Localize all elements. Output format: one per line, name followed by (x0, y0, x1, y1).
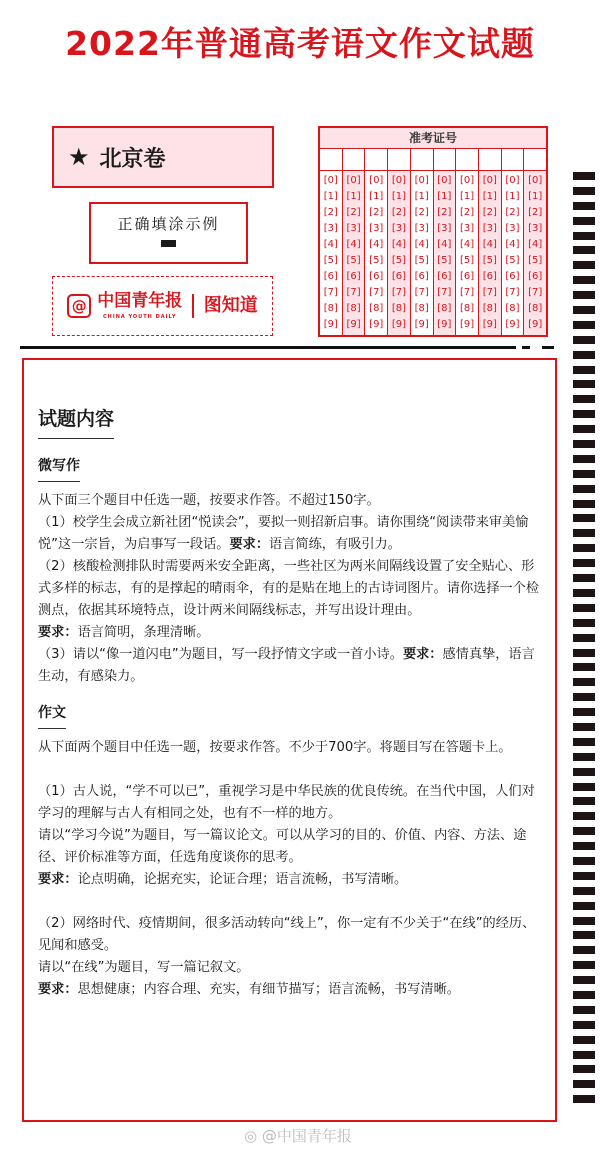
digit-bubble[interactable]: [5] (482, 255, 497, 266)
exam-id-digit-input[interactable] (320, 149, 342, 171)
timing-mark (573, 395, 595, 403)
timing-mark (573, 619, 595, 627)
digit-bubble[interactable]: [9] (369, 319, 384, 330)
timing-mark (573, 440, 595, 448)
weibo-icon: ◎ (244, 1127, 258, 1145)
timing-mark (573, 857, 595, 865)
timing-mark (573, 783, 595, 791)
digit-bubble[interactable]: [2] (459, 207, 475, 218)
timing-mark (573, 902, 595, 910)
digit-bubble[interactable]: [0] (528, 175, 543, 186)
timing-mark (573, 768, 595, 776)
essay-intro: 从下面两个题目中任选一题，按要求作答。不少于700字。将题目写在答题卡上。 (38, 740, 512, 755)
timing-mark (573, 366, 595, 374)
timing-mark (573, 425, 595, 433)
digit-bubble[interactable]: [7] (346, 287, 361, 298)
page-title: 2022年普通高考语文作文试题 (65, 24, 535, 63)
digit-bubble[interactable]: [1] (369, 191, 384, 202)
digit-bubble[interactable]: [5] (437, 255, 452, 266)
digit-bubble[interactable]: [4] (346, 239, 361, 250)
digit-bubble[interactable]: [3] (459, 223, 475, 234)
digit-bubble[interactable]: [5] (505, 255, 520, 266)
digit-bubbles (502, 171, 524, 335)
exam-id-column (434, 149, 457, 335)
digit-bubble[interactable]: [2] (414, 207, 429, 218)
timing-mark (573, 812, 595, 820)
digit-bubble[interactable]: [7] (391, 287, 407, 298)
digit-bubble[interactable]: [8] (505, 303, 520, 314)
digit-bubble[interactable]: [6] (528, 271, 543, 282)
digit-bubble[interactable]: [0] (437, 175, 452, 186)
timing-mark (573, 455, 595, 463)
timing-mark (573, 470, 595, 478)
exam-id-digit-input[interactable] (479, 149, 501, 171)
digit-bubbles (388, 171, 410, 335)
timing-mark (573, 708, 595, 716)
question-content-box (22, 358, 557, 1122)
digit-bubble[interactable]: [0] (369, 175, 384, 186)
digit-bubble[interactable]: [5] (391, 255, 407, 266)
timing-mark (573, 276, 595, 284)
timing-mark (573, 559, 595, 567)
digit-bubble[interactable]: [2] (482, 207, 497, 218)
section-heading: 试题内容 (38, 406, 114, 439)
logo-english: CHINA YOUTH DAILY (102, 314, 177, 320)
digit-bubble[interactable]: [7] (528, 287, 543, 298)
digit-bubble[interactable]: [7] (459, 287, 475, 298)
star-icon: ★ (68, 143, 90, 171)
digit-bubble[interactable]: [8] (414, 303, 429, 314)
digit-bubble[interactable]: [1] (346, 191, 361, 202)
timing-mark (573, 738, 595, 746)
timing-mark (573, 663, 595, 671)
timing-mark (573, 485, 595, 493)
fill-mark-icon (161, 240, 176, 247)
digit-bubble[interactable]: [0] (391, 175, 407, 186)
digit-bubble[interactable]: [8] (459, 303, 475, 314)
exam-id-column (343, 149, 366, 335)
digit-bubble[interactable]: [8] (391, 303, 407, 314)
exam-id-digit-input[interactable] (411, 149, 433, 171)
essay-heading: 作文 (38, 702, 66, 729)
fill-example-box (89, 202, 248, 264)
weibo-watermark: ◎ @中国青年报 (244, 1127, 352, 1145)
digit-bubble[interactable]: [9] (437, 319, 452, 330)
timing-mark (573, 1036, 595, 1044)
timing-mark (573, 187, 595, 195)
micro-intro: 从下面三个题目中任选一题，按要求作答。不超过150字。 (38, 493, 380, 508)
digit-bubble[interactable]: [9] (414, 319, 429, 330)
timing-mark (573, 753, 595, 761)
digit-bubbles (524, 171, 546, 335)
divider-line (20, 346, 516, 349)
logo-brand: 图知道 (203, 295, 258, 316)
timing-mark (573, 589, 595, 597)
digit-bubble[interactable]: [4] (528, 239, 543, 250)
exam-id-column (320, 149, 343, 335)
timing-mark (573, 306, 595, 314)
timing-mark (573, 172, 595, 180)
timing-mark (573, 961, 595, 969)
digit-bubble[interactable]: [9] (505, 319, 520, 330)
digit-bubble[interactable]: [9] (482, 319, 497, 330)
digit-bubble[interactable]: [4] (369, 239, 384, 250)
timing-mark (573, 544, 595, 552)
micro-writing-heading: 微写作 (38, 455, 80, 482)
digit-bubble[interactable]: [7] (369, 287, 384, 298)
timing-mark (573, 976, 595, 984)
digit-bubble[interactable]: [5] (528, 255, 543, 266)
timing-mark (573, 797, 595, 805)
timing-mark (573, 1095, 595, 1103)
digit-bubble[interactable]: [9] (528, 319, 543, 330)
essay-question-1: （1）古人说，“学不可以已”，重视学习是中华民族的优良传统。在当代中国，人们对学习的理解与古人有相同之处，也有不一样的地方。 请以“学习今说”为题目，写一篇议论文。可以从学习的目的、价值、内容、方法、途径、评价标准等方面，任选角度谈你的思考。 要求：论点明确，论据充实，论证合理；语言流畅，书写清晰。 (38, 784, 535, 887)
at-logo-icon: @ (67, 294, 91, 318)
timing-mark (573, 991, 595, 999)
digit-bubble[interactable]: [1] (528, 191, 543, 202)
digit-bubble[interactable]: [5] (323, 255, 338, 266)
digit-bubble[interactable]: [7] (323, 287, 338, 298)
paper-label-box (52, 126, 274, 188)
digit-bubble[interactable]: [6] (414, 271, 429, 282)
exam-id-column (456, 149, 479, 335)
timing-mark (573, 291, 595, 299)
digit-bubble[interactable]: [1] (459, 191, 475, 202)
digit-bubble[interactable]: [4] (505, 239, 520, 250)
digit-bubble[interactable]: [6] (505, 271, 520, 282)
digit-bubble[interactable]: [2] (369, 207, 384, 218)
timing-mark (573, 336, 595, 344)
timing-mark (573, 842, 595, 850)
divider-dash (542, 346, 554, 349)
exam-id-digit-input[interactable] (343, 149, 365, 171)
digit-bubble[interactable]: [8] (482, 303, 497, 314)
fill-example-label: 正确填涂示例 (117, 215, 220, 233)
digit-bubble[interactable]: [3] (482, 223, 497, 234)
digit-bubble[interactable]: [6] (323, 271, 338, 282)
digit-bubble[interactable]: [6] (369, 271, 384, 282)
timing-mark (573, 500, 595, 508)
exam-id-column (479, 149, 502, 335)
exam-id-digit-input[interactable] (434, 149, 456, 171)
digit-bubble[interactable]: [4] (323, 239, 338, 250)
exam-id-column (524, 149, 546, 335)
timing-mark (573, 232, 595, 240)
timing-mark (573, 678, 595, 686)
digit-bubble[interactable]: [2] (323, 207, 338, 218)
timing-mark (573, 604, 595, 612)
exam-id-column (411, 149, 434, 335)
digit-bubbles (479, 171, 501, 335)
digit-bubble[interactable]: [0] (505, 175, 520, 186)
digit-bubbles (456, 171, 478, 335)
digit-bubble[interactable]: [1] (505, 191, 520, 202)
digit-bubble[interactable]: [3] (528, 223, 543, 234)
digit-bubble[interactable]: [0] (482, 175, 497, 186)
digit-bubble[interactable]: [7] (505, 287, 520, 298)
digit-bubble[interactable]: [4] (437, 239, 452, 250)
digit-bubbles (411, 171, 433, 335)
digit-bubble[interactable]: [8] (346, 303, 361, 314)
digit-bubble[interactable]: [3] (346, 223, 361, 234)
digit-bubble[interactable]: [8] (369, 303, 384, 314)
digit-bubble[interactable]: [6] (391, 271, 407, 282)
timing-mark (573, 1021, 595, 1029)
digit-bubble[interactable]: [6] (346, 271, 361, 282)
digit-bubble[interactable]: [2] (505, 207, 520, 218)
micro-question-1: （1）校学生会成立新社团“悦读会”，要拟一则招新启事。请你围绕“阅读带来审美愉悦”这一宗旨，为启事写一段话。要求：语言简练，有吸引力。 (38, 515, 529, 552)
digit-bubble[interactable]: [7] (414, 287, 429, 298)
logo-text-group (97, 291, 182, 321)
digit-bubble[interactable]: [5] (346, 255, 361, 266)
digit-bubbles (434, 171, 456, 335)
digit-bubble[interactable]: [8] (528, 303, 543, 314)
digit-bubble[interactable]: [9] (391, 319, 407, 330)
timing-mark (573, 1006, 595, 1014)
digit-bubble[interactable]: [1] (437, 191, 452, 202)
timing-mark (573, 1080, 595, 1088)
digit-bubble[interactable]: [1] (414, 191, 429, 202)
digit-bubble[interactable]: [9] (346, 319, 361, 330)
digit-bubble[interactable]: [0] (414, 175, 429, 186)
timing-mark (573, 634, 595, 642)
digit-bubble[interactable]: [3] (391, 223, 407, 234)
digit-bubble[interactable]: [6] (459, 271, 475, 282)
logo-name: 中国青年报 (97, 291, 183, 311)
digit-bubble[interactable]: [5] (369, 255, 384, 266)
digit-bubble[interactable]: [5] (459, 255, 475, 266)
timing-mark (573, 574, 595, 582)
digit-bubble[interactable]: [8] (323, 303, 338, 314)
exam-id-digit-input[interactable] (388, 149, 410, 171)
digit-bubble[interactable]: [4] (459, 239, 475, 250)
logo-divider (192, 294, 194, 318)
digit-bubble[interactable]: [9] (323, 319, 338, 330)
digit-bubble[interactable]: [2] (391, 207, 407, 218)
timing-marks (573, 172, 595, 1110)
digit-bubble[interactable]: [3] (505, 223, 520, 234)
timing-mark (573, 321, 595, 329)
timing-mark (573, 872, 595, 880)
timing-mark (573, 261, 595, 269)
timing-mark (573, 1051, 595, 1059)
timing-mark (573, 931, 595, 939)
exam-id-columns (320, 149, 546, 335)
micro-question-3: （3）请以“像一道闪电”为题目，写一段抒情文字或一首小诗。要求：感情真挚，语言生动，有感染力。 (38, 647, 535, 684)
timing-mark (573, 202, 595, 210)
timing-mark (573, 410, 595, 418)
timing-mark (573, 529, 595, 537)
timing-mark (573, 351, 595, 359)
digit-bubble[interactable]: [6] (482, 271, 497, 282)
digit-bubble[interactable]: [4] (482, 239, 497, 250)
digit-bubble[interactable]: [2] (528, 207, 543, 218)
digit-bubble[interactable]: [3] (323, 223, 338, 234)
digit-bubbles (320, 171, 342, 335)
digit-bubble[interactable]: [9] (459, 319, 475, 330)
digit-bubble[interactable]: [0] (346, 175, 361, 186)
digit-bubble[interactable]: [5] (414, 255, 429, 266)
exam-id-digit-input[interactable] (524, 149, 546, 171)
digit-bubble[interactable]: [2] (346, 207, 361, 218)
digit-bubble[interactable]: [0] (459, 175, 475, 186)
digit-bubble[interactable]: [3] (437, 223, 452, 234)
digit-bubbles (343, 171, 365, 335)
digit-bubbles (365, 171, 387, 335)
digit-bubble[interactable]: [3] (414, 223, 429, 234)
exam-id-column (365, 149, 388, 335)
timing-mark (573, 1065, 595, 1073)
timing-mark (573, 946, 595, 954)
digit-bubble[interactable]: [4] (414, 239, 429, 250)
exam-id-digit-input[interactable] (365, 149, 387, 171)
exam-id-column (388, 149, 411, 335)
timing-mark (573, 649, 595, 657)
digit-bubble[interactable]: [2] (437, 207, 452, 218)
digit-bubble[interactable]: [3] (369, 223, 384, 234)
digit-bubble[interactable]: [7] (482, 287, 497, 298)
digit-bubble[interactable]: [7] (437, 287, 452, 298)
timing-mark (573, 514, 595, 522)
timing-mark (573, 827, 595, 835)
digit-bubble[interactable]: [8] (437, 303, 452, 314)
micro-question-2: （2）核酸检测排队时需要两米安全距离，一些社区为两米间隔线设置了安全贴心、形式多样的标志，有的是撑起的晴雨伞，有的是贴在地上的古诗词图片。请你选择一个检测点，依据其环境特点，设计两米间隔线标志，并写出设计理由。 要求：语言简明，条理清晰。 (38, 559, 540, 640)
digit-bubble[interactable]: [4] (391, 239, 407, 250)
exam-id-digit-input[interactable] (502, 149, 524, 171)
exam-id-column (502, 149, 525, 335)
exam-id-digit-input[interactable] (456, 149, 478, 171)
digit-bubble[interactable]: [1] (482, 191, 497, 202)
digit-bubble[interactable]: [6] (437, 271, 452, 282)
timing-mark (573, 217, 595, 225)
timing-mark (573, 380, 595, 388)
digit-bubble[interactable]: [1] (391, 191, 407, 202)
timing-mark (573, 246, 595, 254)
timing-mark (573, 887, 595, 895)
timing-mark (573, 917, 595, 925)
paper-name: 北京卷 (99, 146, 166, 172)
digit-bubble[interactable]: [0] (323, 175, 338, 186)
timing-mark (573, 723, 595, 731)
digit-bubble[interactable]: [1] (323, 191, 338, 202)
timing-mark (573, 693, 595, 701)
exam-id-title: 准考证号 (320, 128, 546, 149)
brand-logo (52, 276, 273, 336)
divider-dash (522, 346, 530, 349)
essay-question-2: （2）网络时代、疫情期间，很多活动转向“线上”，你一定有不少关于“在线”的经历、见闻和感受。 请以“在线”为题目，写一篇记叙文。 要求：思想健康；内容合理、充实，有细节描写；语言流畅，书写清晰。 (38, 916, 536, 997)
exam-id-grid (318, 126, 548, 337)
